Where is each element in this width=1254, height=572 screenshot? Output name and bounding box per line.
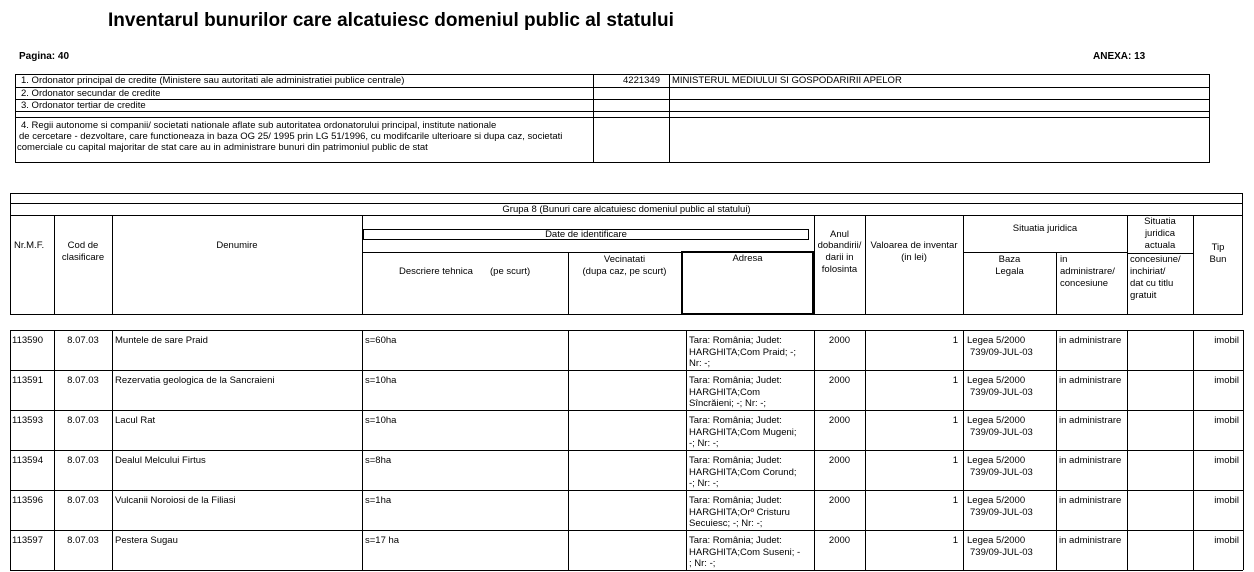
cell-baza: Legea 5/2000 (967, 415, 1026, 426)
regii-line-3: comerciale cu capital majoritar de stat care au in administrare bunuri din patrimoniul public de stat (17, 142, 428, 153)
cell-administrare: in administrare (1059, 455, 1122, 466)
cell-valoare: 1 (952, 335, 958, 346)
cell-valoare: 1 (952, 375, 958, 386)
cell-baza: Legea 5/2000 (967, 495, 1026, 506)
cell-valoare: 1 (952, 415, 958, 426)
cell-anul: 2000 (828, 415, 851, 426)
cell-adresa: Tara: România; Judet: (689, 415, 782, 426)
cell-adresa: ; Nr: -; (689, 558, 716, 569)
cell-anul: 2000 (828, 375, 851, 386)
cell-descriere: s=8ha (365, 455, 392, 466)
cell-anul: 2000 (828, 535, 851, 546)
cell-administrare: in administrare (1059, 535, 1122, 546)
cell-adresa: HARGHITA;Orº Cristuru (689, 506, 790, 518)
cell-valoare: 1 (952, 535, 958, 546)
col-tip-header-1: Tip (1211, 242, 1225, 253)
cell-adresa: Tara: România; Judet: (689, 335, 782, 346)
col-vecinatati-header-2: (dupa caz, pe scurt) (582, 266, 667, 277)
cell-adresa: Tara: România; Judet: (689, 495, 782, 506)
cell-adresa: -; Nr: -; (689, 478, 719, 489)
col-administrare-header-1: in (1060, 254, 1068, 265)
col-tip-header-2: Bun (1209, 254, 1227, 265)
cell-denumire: Pestera Sugau (115, 535, 178, 546)
ordonator-principal-name: MINISTERUL MEDIULUI SI GOSPODARIRII APELOR (672, 75, 902, 86)
group-title: Grupa 8 (Bunuri care alcatuiesc domeniul public al statului) (502, 204, 751, 215)
cell-denumire: Vulcanii Noroiosi de la Filiasi (115, 495, 236, 506)
cell-adresa: Secuiesc; -; Nr: -; (689, 518, 763, 529)
cell-adresa: HARGHITA;Com Mugeni; (689, 426, 797, 438)
col-adresa-header: Adresa (732, 253, 763, 264)
col-anul-header-2: dobandirii/ (817, 240, 862, 251)
cell-adresa: HARGHITA;Com Corund; (689, 466, 797, 478)
col-cod-header-1: Cod de (67, 240, 99, 251)
cell-valoare: 1 (952, 495, 958, 506)
cell-adresa: Tara: România; Judet: (689, 375, 782, 386)
situatia-actuala-header-1: Situatia (1144, 216, 1176, 227)
cell-denumire: Muntele de sare Praid (115, 335, 208, 346)
situatia-actuala-header-3: actuala (1144, 240, 1176, 251)
col-concesiune-header-2: inchiriat/ (1130, 266, 1166, 277)
cell-descriere: s=1ha (365, 495, 392, 506)
cell-adresa: Nr: -; (689, 358, 711, 369)
cell-nr: 113590 (12, 335, 43, 346)
cell-adresa: -; Nr: -; (689, 438, 719, 449)
cell-descriere: s=10ha (365, 415, 397, 426)
col-descriere-header: Descriere tehnica (399, 266, 473, 277)
cell-cod: 8.07.03 (67, 375, 99, 386)
col-anul-header-1: Anul (829, 229, 849, 240)
cell-cod: 8.07.03 (67, 335, 99, 346)
cell-cod: 8.07.03 (67, 495, 99, 506)
cell-baza: 739/09-JUL-03 (970, 386, 1033, 398)
cell-nr: 113596 (12, 495, 43, 506)
cell-baza: 739/09-JUL-03 (970, 426, 1033, 438)
col-concesiune-header-1: concesiune/ (1130, 254, 1181, 265)
cell-denumire: Rezervatia geologica de la Sancraieni (115, 375, 275, 386)
col-administrare-header-2: administrare/ (1060, 266, 1115, 277)
cell-tip: imobil (1214, 455, 1239, 466)
col-cod-header-2: clasificare (61, 252, 105, 263)
cell-baza: Legea 5/2000 (967, 375, 1026, 386)
ordonator-tertiar-label: 3. Ordonator tertiar de credite (21, 100, 146, 111)
col-baza-header-1: Baza (998, 254, 1021, 265)
cell-adresa: HARGHITA;Com (689, 386, 761, 398)
cell-descriere: s=60ha (365, 335, 397, 346)
col-nr-header: Nr.M.F. (14, 240, 45, 251)
annex-label: ANEXA: 13 (1093, 51, 1146, 62)
regii-line-1: 4. Regii autonome si companii/ societati nationale aflate sub autoritatea ordonatorului principal, institute nationale (21, 120, 497, 131)
cell-cod: 8.07.03 (67, 455, 99, 466)
cell-denumire: Dealul Melcului Firtus (115, 455, 206, 466)
cell-anul: 2000 (828, 455, 851, 466)
cell-adresa: HARGHITA;Com Suseni; - (689, 546, 801, 558)
cell-nr: 113597 (12, 535, 43, 546)
ordonator-secundar-label: 2. Ordonator secundar de credite (21, 88, 161, 99)
cell-baza: 739/09-JUL-03 (970, 546, 1033, 558)
cell-nr: 113594 (12, 455, 43, 466)
cell-adresa: HARGHITA;Com Praid; -; (689, 346, 796, 358)
cell-denumire: Lacul Rat (115, 415, 156, 426)
col-anul-header-3: darii in (825, 252, 854, 263)
cell-descriere: s=10ha (365, 375, 397, 386)
col-baza-header-2: Legala (995, 266, 1024, 277)
cell-adresa: Tara: România; Judet: (689, 535, 782, 546)
cell-administrare: in administrare (1059, 375, 1122, 386)
cell-tip: imobil (1214, 535, 1239, 546)
col-concesiune-header-3: dat cu titlu (1130, 278, 1174, 289)
cell-administrare: in administrare (1059, 495, 1122, 506)
cell-nr: 113591 (12, 375, 43, 386)
cell-valoare: 1 (952, 455, 958, 466)
col-valoarea-header-1: Valoarea de inventar (870, 240, 958, 251)
col-vecinatati-header-1: Vecinatati (603, 254, 646, 265)
cell-tip: imobil (1214, 495, 1239, 506)
cell-administrare: in administrare (1059, 335, 1122, 346)
cell-baza: 739/09-JUL-03 (970, 506, 1033, 518)
cell-tip: imobil (1214, 415, 1239, 426)
regii-line-2: de cercetare - dezvoltare, care functioneaza in baza OG 25/ 1995 prin LG 51/1996, cu modifcarile ulterioare si dupa caz, societati (19, 131, 563, 142)
cell-descriere: s=17 ha (365, 535, 400, 546)
cell-baza: Legea 5/2000 (967, 335, 1026, 346)
ordonator-principal-label: 1. Ordonator principal de credite (Ministere sau autoritati ale administratiei publice centrale) (21, 75, 405, 86)
cell-administrare: in administrare (1059, 415, 1122, 426)
cell-baza: Legea 5/2000 (967, 535, 1026, 546)
cell-baza: Legea 5/2000 (967, 455, 1026, 466)
cell-nr: 113593 (12, 415, 43, 426)
page-title: Inventarul bunurilor care alcatuiesc domeniul public al statului (108, 10, 674, 31)
col-anul-header-4: folosinta (821, 264, 858, 275)
cell-cod: 8.07.03 (67, 415, 99, 426)
col-valoarea-header-2: (in lei) (901, 252, 927, 263)
date-identificare-header: Date de identificare (545, 229, 627, 240)
cell-tip: imobil (1214, 375, 1239, 386)
cell-adresa: Tara: România; Judet: (689, 455, 782, 466)
situatia-juridica-header: Situatia juridica (1012, 223, 1078, 234)
col-denumire-header: Denumire (216, 240, 258, 251)
col-concesiune-header-4: gratuit (1130, 290, 1157, 301)
cell-cod: 8.07.03 (67, 535, 99, 546)
ordonator-principal-code: 4221349 (623, 75, 660, 86)
cell-adresa: Sîncrăieni; -; Nr: -; (689, 398, 767, 409)
col-administrare-header-3: concesiune (1060, 278, 1109, 289)
cell-anul: 2000 (828, 335, 851, 346)
page-number: Pagina: 40 (19, 51, 70, 62)
col-descriere-scurt: (pe scurt) (490, 266, 531, 277)
situatia-actuala-header-2: juridica (1144, 228, 1176, 239)
cell-baza: 739/09-JUL-03 (970, 466, 1033, 478)
cell-tip: imobil (1214, 335, 1239, 346)
cell-anul: 2000 (828, 495, 851, 506)
cell-baza: 739/09-JUL-03 (970, 346, 1033, 358)
